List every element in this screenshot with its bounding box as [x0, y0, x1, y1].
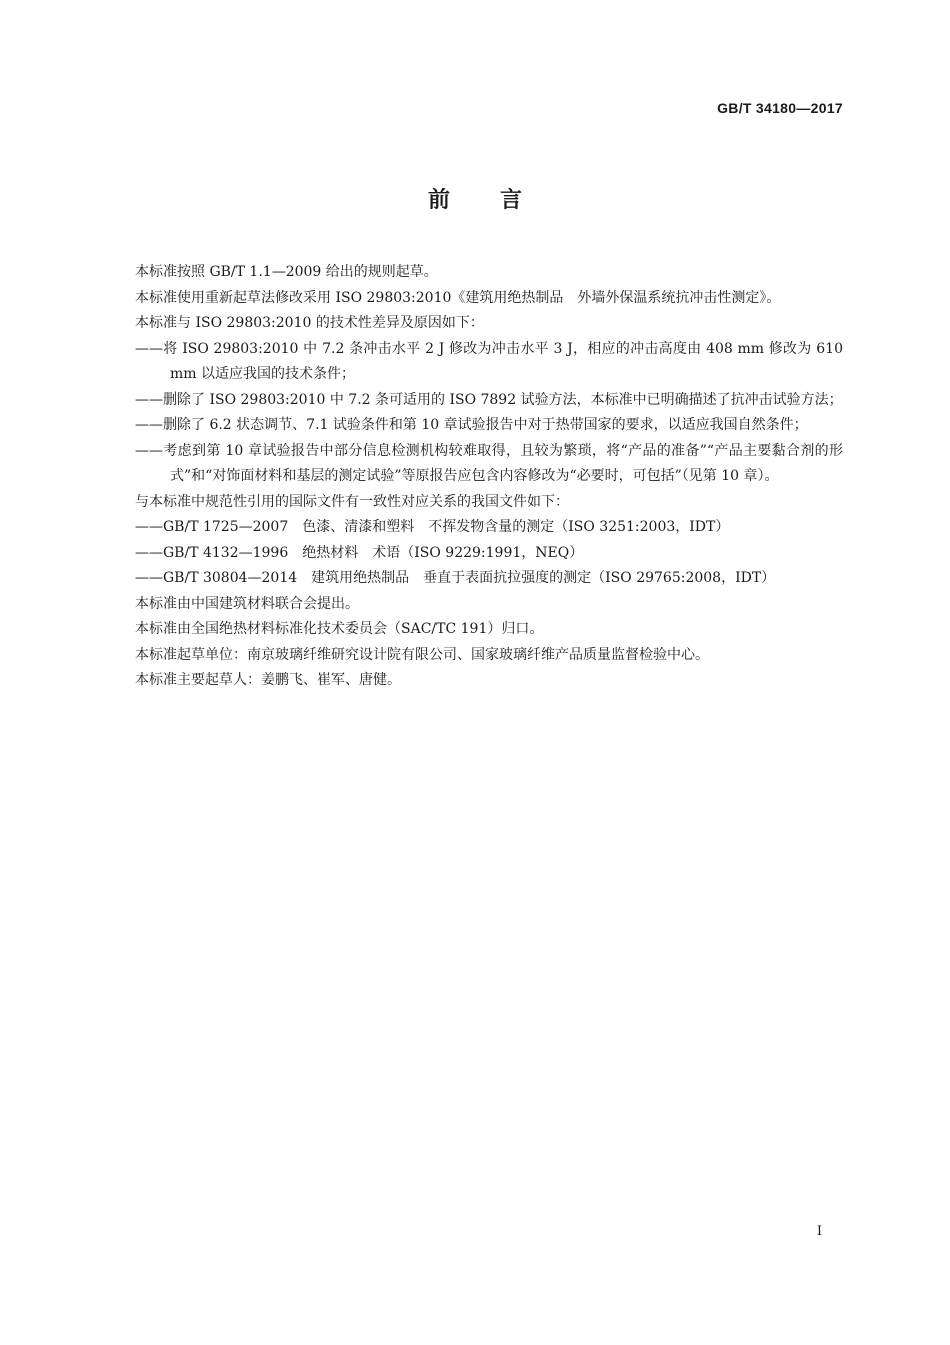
- page-title: 前言: [427, 188, 572, 213]
- proposer-paragraph: 本标准由中国建筑材料联合会提出。: [135, 595, 359, 612]
- drafting-units-paragraph: 本标准起草单位：南京玻璃纤维研究设计院有限公司、国家玻璃纤维产品质量监督检验中心。: [135, 646, 709, 663]
- difference-item: ——将 ISO 29803:2010 中 7.2 条冲击水平 2 J 修改为冲击水平 3 J，相应的冲击高度由 408 mm 修改为 610 mm 以适应我国的技术条件；: [135, 340, 843, 382]
- reference-item: ——GB/T 30804—2014 建筑用绝热制品 垂直于表面抗拉强度的测定（ISO 29765:2008，IDT）: [135, 570, 776, 586]
- difference-item: ——删除了 ISO 29803:2010 中 7.2 条可适用的 ISO 7892 试验方法，本标准中已明确描述了抗冲击试验方法；: [135, 391, 843, 408]
- difference-item: ——删除了 6.2 状态调节、7.1 试验条件和第 10 章试验报告中对于热带国家的要求，以适应我国自然条件；: [135, 417, 808, 433]
- drafting-rules-paragraph: 本标准按照 GB/T 1.1—2009 给出的规则起草。: [135, 264, 438, 280]
- drafters-paragraph: 本标准主要起草人：姜鹏飞、崔军、唐健。: [135, 672, 401, 688]
- difference-item: ——考虑到第 10 章试验报告中部分信息检测机构较难取得，且较为繁琐，将“产品的准备”“产品主要黏合剂的形式”和“对饰面材料和基层的测定试验”等原报告应包含内容修改为“必要时，可包括”（见第 10 章）。: [135, 442, 843, 484]
- technical-differences-intro: 本标准与 ISO 29803:2010 的技术性差异及原因如下：: [135, 315, 484, 331]
- normative-references-intro: 与本标准中规范性引用的国际文件有一致性对应关系的我国文件如下：: [135, 493, 569, 510]
- document-body: [107, 260, 843, 694]
- committee-paragraph: 本标准由全国绝热材料标准化技术委员会（SAC/TC 191）归口。: [135, 621, 544, 637]
- adoption-paragraph: 本标准使用重新起草法修改采用 ISO 29803:2010《建筑用绝热制品 外墙外保温系统抗冲击性测定》。: [135, 289, 781, 306]
- page-number: I: [816, 1224, 822, 1239]
- reference-item: ——GB/T 1725—2007 色漆、清漆和塑料 不挥发物含量的测定（ISO 3251:2003，IDT）: [135, 519, 730, 535]
- reference-item: ——GB/T 4132—1996 绝热材料 术语（ISO 9229:1991，NEQ）: [135, 544, 584, 561]
- standard-number: GB/T 34180—2017: [717, 100, 843, 116]
